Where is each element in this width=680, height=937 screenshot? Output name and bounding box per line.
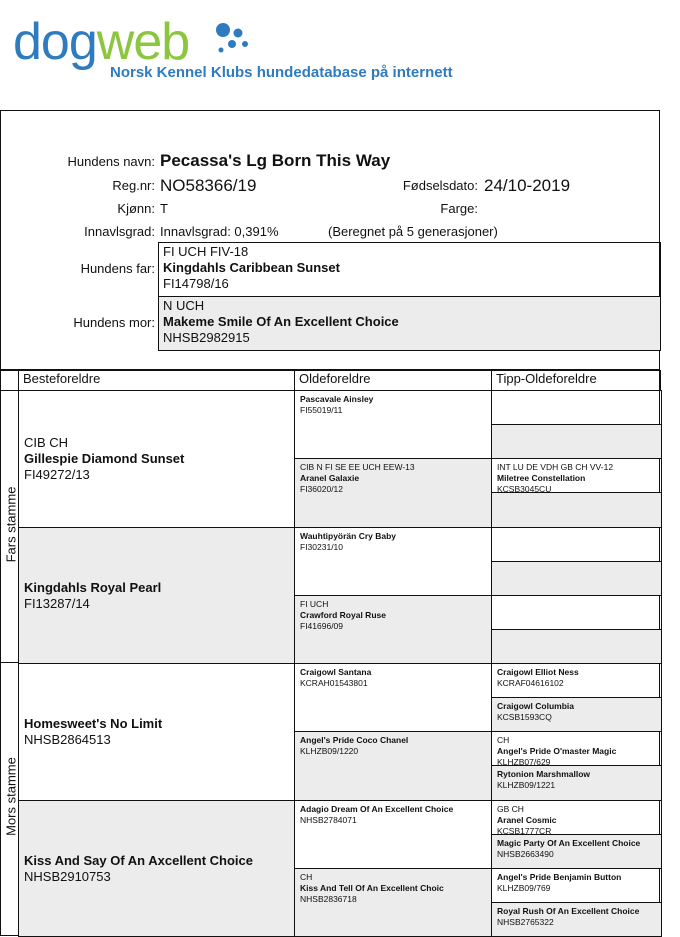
great-grandparent-cell-reg: NHSB2836718 bbox=[300, 894, 357, 904]
great-grandparent-cell-title: CIB N FI SE EE UCH EEW-13 bbox=[300, 462, 415, 472]
grandparent-cell[interactable] bbox=[18, 527, 295, 664]
grandparent-cell-reg: NHSB2864513 bbox=[24, 732, 111, 747]
great-great-grandparent-cell-name: Angel's Pride O'master Magic bbox=[497, 746, 617, 756]
great-great-grandparent-cell-reg: KLHZB09/769 bbox=[497, 883, 551, 893]
great-great-grandparent-cell[interactable] bbox=[491, 902, 662, 937]
great-grandparent-cell-reg: FI41696/09 bbox=[300, 621, 344, 631]
great-grandparent-cell-content bbox=[295, 599, 491, 632]
great-great-grandparent-cell-name: Miletree Constellation bbox=[497, 473, 586, 483]
dog-name: Pecassa's Lg Born This Way bbox=[160, 151, 391, 170]
grandparent-cell-name: Kingdahls Royal Pearl bbox=[24, 579, 162, 595]
great-grandparent-cell-name: Craigowl Santana bbox=[300, 667, 372, 677]
great-great-grandparent-cell-name: Royal Rush Of An Excellent Choice bbox=[497, 906, 640, 916]
header-spacer bbox=[0, 370, 19, 391]
father-box[interactable] bbox=[158, 242, 661, 297]
gender-label: Kjønn: bbox=[117, 201, 155, 216]
great-grandparent-cell[interactable] bbox=[294, 731, 492, 801]
great-great-grandparent-cell[interactable] bbox=[491, 800, 662, 835]
great-great-grandparent-cell-content bbox=[492, 735, 661, 766]
grandparent-cell-content bbox=[19, 716, 294, 748]
father-reg: FI14798/16 bbox=[163, 276, 229, 291]
inbreeding-label: Innavlsgrad: bbox=[84, 224, 155, 239]
great-great-grandparent-cell[interactable] bbox=[491, 595, 662, 630]
great-grandparent-cell-content bbox=[295, 462, 491, 495]
great-great-grandparent-cell[interactable] bbox=[491, 765, 662, 801]
great-great-grandparent-cell-content bbox=[492, 462, 661, 493]
great-grandparent-cell[interactable] bbox=[294, 800, 492, 869]
great-great-grandparent-cell[interactable] bbox=[491, 492, 662, 528]
great-great-grandparent-cell-content bbox=[492, 804, 661, 835]
great-grandparent-cell-content bbox=[295, 667, 491, 689]
grandparent-cell-title: CIB CH bbox=[24, 435, 69, 450]
great-grandparent-cell-name: Wauhtipyörän Cry Baby bbox=[300, 531, 397, 541]
great-grandparent-cell-reg: FI36020/12 bbox=[300, 484, 344, 494]
regnr-label: Reg.nr: bbox=[112, 178, 155, 193]
name-label: Hundens navn: bbox=[67, 154, 155, 169]
great-great-grandparent-cell[interactable] bbox=[491, 561, 662, 596]
header-great-great-grandparents bbox=[491, 370, 661, 391]
great-grandparent-cell-reg: FI30231/10 bbox=[300, 542, 344, 552]
great-great-grandparent-cell-content bbox=[492, 701, 661, 723]
great-great-grandparent-cell-name: Angel's Pride Benjamin Button bbox=[497, 872, 622, 882]
great-grandparent-cell-reg: NHSB2784071 bbox=[300, 815, 357, 825]
great-great-grandparent-cell-reg: KCRAF04616102 bbox=[497, 678, 564, 688]
great-great-grandparent-cell[interactable] bbox=[491, 390, 662, 425]
logo-web-text: web bbox=[96, 13, 190, 71]
side-cell-mother bbox=[0, 662, 19, 936]
great-great-grandparent-cell[interactable] bbox=[491, 458, 662, 493]
great-grandparent-cell-content bbox=[295, 394, 491, 416]
side-label-father: Fars stamme bbox=[3, 486, 19, 563]
great-great-grandparent-cell-reg: KCSB1777CR bbox=[497, 826, 552, 835]
great-great-grandparent-cell-title: GB CH bbox=[497, 804, 524, 814]
great-great-grandparent-cell-reg: NHSB2663490 bbox=[497, 849, 554, 859]
great-grandparent-cell-reg: KLHZB09/1220 bbox=[300, 746, 359, 756]
great-great-grandparent-cell-reg: NHSB2765322 bbox=[497, 917, 554, 927]
great-great-grandparent-cell[interactable] bbox=[491, 834, 662, 869]
mother-reg: NHSB2982915 bbox=[163, 330, 250, 345]
grandparent-cell-name: Kiss And Say Of An Axcellent Choice bbox=[24, 852, 253, 868]
grandparent-cell-reg: FI49272/13 bbox=[24, 467, 90, 482]
great-grandparent-cell-reg: KCRAH01543801 bbox=[300, 678, 368, 688]
great-grandparent-cell-name: Pascavale Ainsley bbox=[300, 394, 374, 404]
great-grandparent-cell[interactable] bbox=[294, 663, 492, 732]
grandparent-cell[interactable] bbox=[18, 390, 295, 528]
header-ggg-label: Tipp-Oldeforeldre bbox=[496, 371, 597, 386]
great-grandparent-cell-content bbox=[295, 872, 491, 905]
grandparent-cell-reg: NHSB2910753 bbox=[24, 868, 111, 884]
grandparent-cell-name: Homesweet's No Limit bbox=[24, 716, 163, 731]
great-great-grandparent-cell-name: Craigowl Elliot Ness bbox=[497, 667, 579, 677]
great-great-grandparent-cell-name: Rytonion Marshmallow bbox=[497, 769, 591, 779]
header-grandparents-label: Besteforeldre bbox=[23, 371, 101, 386]
header-great-grandparents-label: Oldeforeldre bbox=[299, 371, 371, 386]
inbreeding-value: Innavlsgrad: 0,391% bbox=[160, 224, 279, 239]
great-grandparent-cell[interactable] bbox=[294, 527, 492, 596]
great-grandparent-cell[interactable] bbox=[294, 595, 492, 664]
great-great-grandparent-cell-reg: KCSB1593CQ bbox=[497, 712, 552, 722]
great-grandparent-cell-name: Angel's Pride Coco Chanel bbox=[300, 735, 409, 745]
grandparent-cell-content bbox=[19, 435, 294, 483]
side-label-mother: Mors stamme bbox=[3, 757, 19, 836]
mother-box[interactable] bbox=[158, 296, 661, 351]
great-great-grandparent-cell-name: Aranel Cosmic bbox=[497, 815, 557, 825]
inbreeding-note: (Beregnet på 5 generasjoner) bbox=[328, 224, 498, 239]
great-grandparent-cell-title: CH bbox=[300, 872, 313, 882]
great-great-grandparent-cell-name: Craigowl Columbia bbox=[497, 701, 574, 711]
great-great-grandparent-cell-reg: KLHZB07/629 bbox=[497, 757, 551, 766]
regnr-value: NO58366/19 bbox=[160, 176, 257, 195]
tagline: Norsk Kennel Klubs hundedatabase på internett bbox=[110, 64, 453, 81]
great-great-grandparent-cell-content bbox=[492, 906, 661, 928]
great-grandparent-cell-title: FI UCH bbox=[300, 599, 329, 609]
great-great-grandparent-cell-reg: KLHZB09/1221 bbox=[497, 780, 556, 790]
great-great-grandparent-cell[interactable] bbox=[491, 697, 662, 732]
birth-value: 24/10-2019 bbox=[484, 176, 571, 195]
great-grandparent-cell-content bbox=[295, 735, 491, 757]
great-great-grandparent-cell[interactable] bbox=[491, 663, 662, 698]
color-label: Farge: bbox=[440, 201, 478, 216]
great-grandparent-cell-name: Aranel Galaxie bbox=[300, 473, 360, 483]
gender-value: T bbox=[160, 201, 168, 216]
great-grandparent-cell-reg: FI55019/11 bbox=[300, 405, 343, 415]
grandparent-cell-name: Gillespie Diamond Sunset bbox=[24, 451, 185, 466]
great-great-grandparent-cell-content bbox=[492, 769, 661, 791]
mother-title: N UCH bbox=[163, 298, 205, 313]
header-great-grandparents bbox=[294, 370, 492, 391]
great-grandparent-cell-content bbox=[295, 531, 491, 553]
mother-label: Hundens mor: bbox=[73, 315, 155, 330]
great-great-grandparent-cell[interactable] bbox=[491, 629, 662, 664]
header-grandparents bbox=[18, 370, 295, 391]
dogweb-logo[interactable] bbox=[13, 14, 189, 70]
grandparent-cell-content bbox=[19, 580, 294, 612]
father-title: FI UCH FIV-18 bbox=[163, 244, 249, 259]
mother-name: Makeme Smile Of An Excellent Choice bbox=[163, 314, 399, 329]
grandparent-cell[interactable] bbox=[18, 663, 295, 801]
great-great-grandparent-cell-content bbox=[492, 838, 661, 860]
grandparent-cell-reg: FI13287/14 bbox=[24, 595, 90, 611]
grandparent-cell[interactable] bbox=[18, 800, 295, 937]
great-great-grandparent-cell[interactable] bbox=[491, 424, 662, 459]
great-grandparent-cell[interactable] bbox=[294, 458, 492, 528]
side-cell-father bbox=[0, 390, 19, 663]
great-grandparent-cell[interactable] bbox=[294, 868, 492, 937]
logo-dog-text: dog bbox=[13, 13, 97, 71]
great-great-grandparent-cell-content bbox=[492, 667, 661, 689]
great-grandparent-cell-name: Crawford Royal Ruse bbox=[300, 610, 386, 620]
logo-dots-icon bbox=[212, 20, 252, 56]
great-great-grandparent-cell-reg: KCSB3045CU bbox=[497, 484, 552, 493]
great-grandparent-cell-name: Adagio Dream Of An Excellent Choice bbox=[300, 804, 454, 814]
great-great-grandparent-cell[interactable] bbox=[491, 868, 662, 903]
great-great-grandparent-cell-name: Magic Party Of An Excellent Choice bbox=[497, 838, 641, 848]
father-label: Hundens far: bbox=[80, 261, 155, 276]
great-great-grandparent-cell-title: INT LU DE VDH GB CH VV-12 bbox=[497, 462, 614, 472]
father-name: Kingdahls Caribbean Sunset bbox=[163, 260, 340, 275]
great-grandparent-cell[interactable] bbox=[294, 390, 492, 459]
great-grandparent-cell-content bbox=[295, 804, 491, 826]
great-grandparent-cell-name: Kiss And Tell Of An Excellent Choic bbox=[300, 883, 444, 893]
grandparent-cell-content bbox=[19, 853, 294, 885]
birth-label: Fødselsdato: bbox=[402, 178, 478, 193]
great-great-grandparent-cell-content bbox=[492, 872, 661, 894]
great-great-grandparent-cell-title: CH bbox=[497, 735, 510, 745]
great-great-grandparent-cell[interactable] bbox=[491, 527, 662, 562]
great-great-grandparent-cell[interactable] bbox=[491, 731, 662, 766]
